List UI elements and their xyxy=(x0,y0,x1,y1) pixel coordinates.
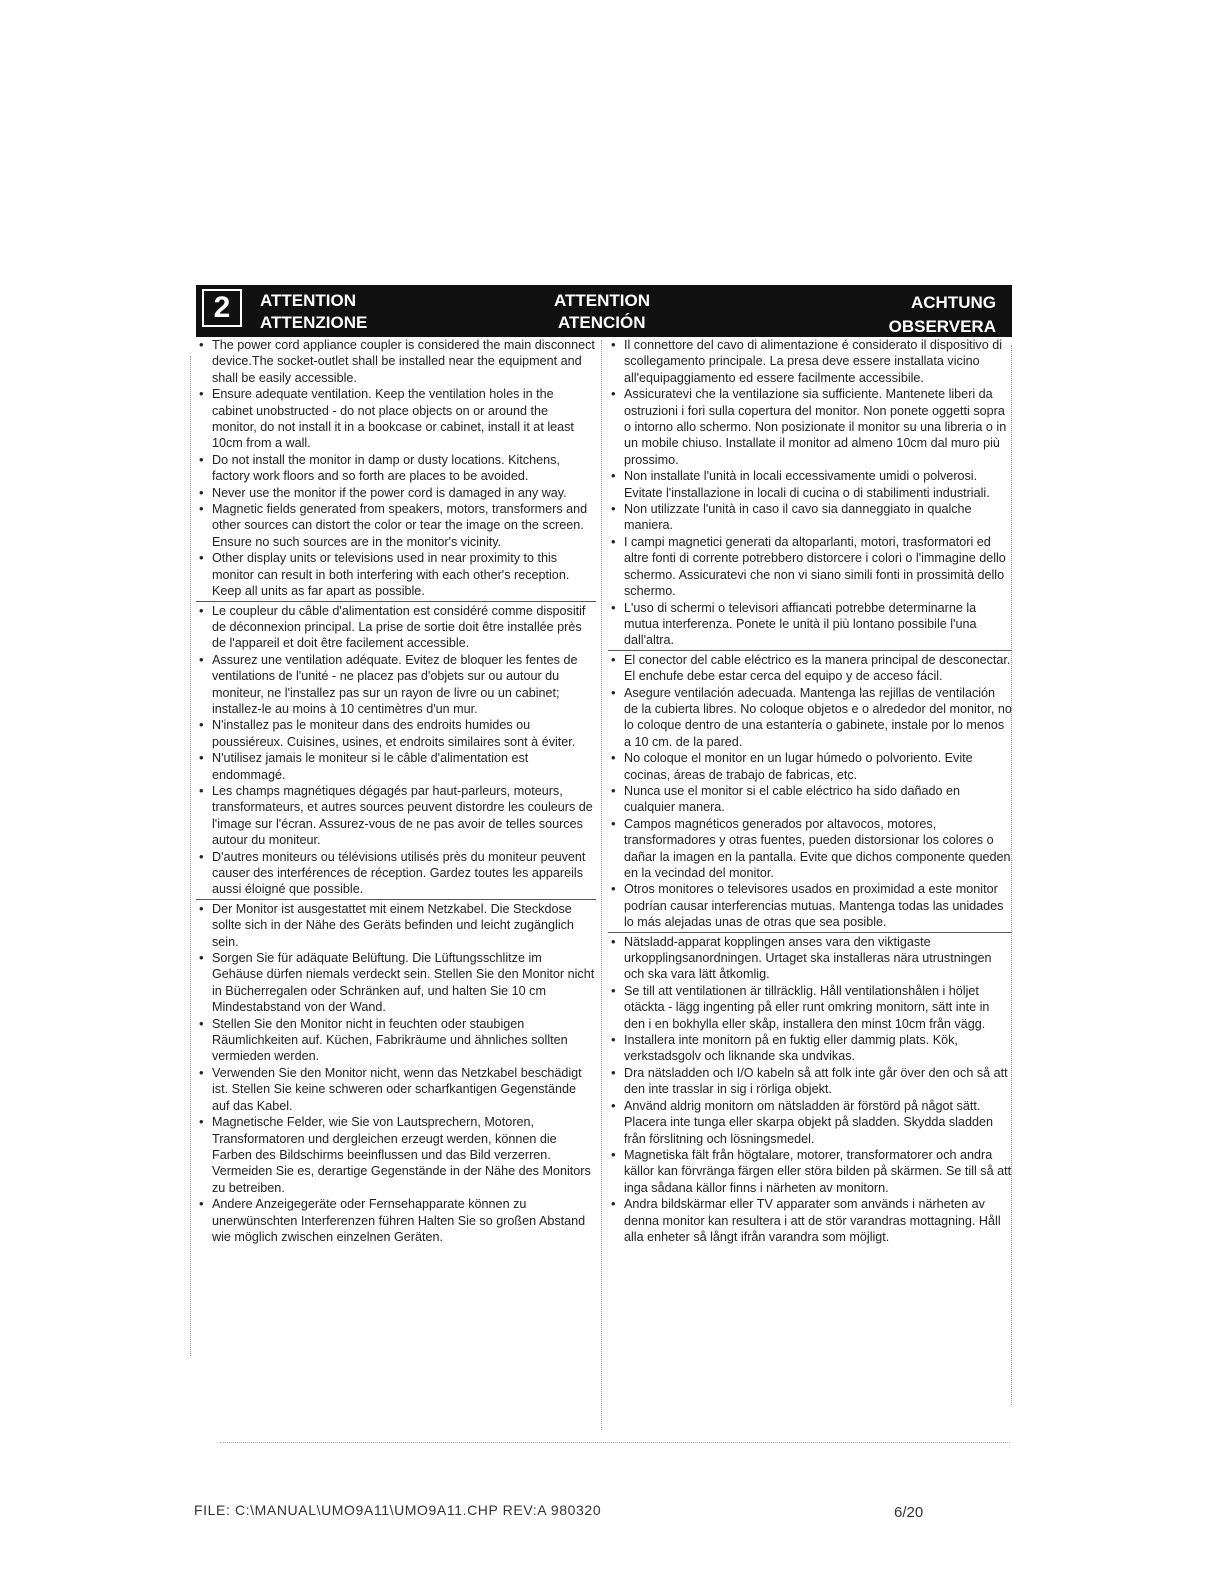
bottom-rule xyxy=(220,1442,1010,1443)
left-column-list xyxy=(196,337,596,1245)
list-item: • The power cord appliance coupler is considered the main disconnect device.The socket-outlet shall be installed near the equipment and shall be easily accessible. xyxy=(196,337,596,386)
list-item: • Never use the monitor if the power cord is damaged in any way. xyxy=(196,485,596,501)
column-divider xyxy=(601,340,603,1430)
list-item: • Installera inte monitorn på en fuktig eller dammig plats. Kök, verkstadsgolv och liknande ska undvikas. xyxy=(608,1032,1012,1065)
right-column xyxy=(608,337,1012,1245)
list-item: • Assicuratevi che la ventilazione sia sufficiente. Mantenete liberi da ostruzioni i fori sulla copertura del monitor. Non ponete oggetti sopra o intorno allo schermo. Non posizionate il monitor su una libreria o in un mobile chiuso. Installate il monitor ad almeno 10cm dal muro più prossimo. xyxy=(608,386,1012,468)
list-item: • Otros monitores o televisores usados en proximidad a este monitor podrían causar interferencias mutuas. Mantenga todas las unidades lo más alejadas unas de otras que sea posible. xyxy=(608,881,1012,932)
right-column-list xyxy=(608,337,1012,1245)
list-item: • N'utilisez jamais le moniteur si le câble d'alimentation est endommagé. xyxy=(196,750,596,783)
heading-german: ACHTUNG xyxy=(911,293,996,312)
section-number: 2 xyxy=(202,289,242,327)
list-item: • Do not install the monitor in damp or dusty locations. Kitchens, factory work floors and so forth are places to be avoided. xyxy=(196,452,596,485)
list-item: • Asegure ventilación adecuada. Mantenga las rejillas de ventilación de la cubierta libres. No coloque objetos e o alrededor del monitor, no lo coloque dentro de una estantería o gabinete, instale por lo menos a 10 cm. de la pared. xyxy=(608,685,1012,751)
list-item: • Magnetiska fält från högtalare, motorer, transformatorer och andra källor kan förvränga färgen eller störa bilden på skärmen. Se till så att inga sådana källor finns i närheten av monitorn. xyxy=(608,1147,1012,1196)
list-item: • Campos magnéticos generados por altavocos, motores, transformadores y otras fuentes, pueden distorsionar los colores o dañar la imagen en la pantalla. Evite que dichos componente queden en la vecindad del monitor. xyxy=(608,816,1012,882)
list-item: • Non utilizzate l'unità in caso il cavo sia danneggiato in qualche maniera. xyxy=(608,501,1012,534)
left-margin-rule xyxy=(190,356,192,1356)
list-item: • Se till att ventilationen är tillräcklig. Håll ventilationshålen i höljet otäckta - lägg ingenting på eller runt omkring monitorn, sätt inte in den i en bokhylla eller skåp, installera den minst 10cm från vägg. xyxy=(608,983,1012,1032)
list-item: • Andere Anzeigegeräte oder Fernsehapparate können zu unerwünschten Interferenzen führen Halten Sie so großen Abstand wie möglich zwischen einzelnen Geräten. xyxy=(196,1196,596,1245)
list-item: • Nätsladd-apparat kopplingen anses vara den viktigaste urkopplingsanordningen. Urtaget ska installeras nära utrustningen och ska vara lätt åtkomlig. xyxy=(608,934,1012,983)
heading-spanish: ATENCIÓN xyxy=(558,313,646,332)
list-item: • Assurez une ventilation adéquate. Evitez de bloquer les fentes de ventilations de l'unité - ne placez pas d'objets sur ou autour du moniteur, ne l'installez pas sur un rayon de livre ou un cabinet; installez-le au moins à 10 centimètres d'un mur. xyxy=(196,652,596,718)
list-item: • Stellen Sie den Monitor nicht in feuchten oder staubigen Räumlichkeiten auf. Küchen, Fabrikräume und ähnliches sollten vermieden werden. xyxy=(196,1016,596,1065)
list-item: • Använd aldrig monitorn om nätsladden är förstörd på något sätt. Placera inte tunga eller skarpa objekt på sladden. Skydda sladden från förslitning och lösningsmedel. xyxy=(608,1098,1012,1147)
list-item: • Magnetic fields generated from speakers, motors, transformers and other sources can distort the color or tear the image on the screen. Ensure no such sources are in the monitor's vicinity. xyxy=(196,501,596,550)
list-item: • Der Monitor ist ausgestattet mit einem Netzkabel. Die Steckdose sollte sich in der Nähe des Geräts befinden und leicht zugänglich sein. xyxy=(196,901,596,950)
list-item: • N'installez pas le moniteur dans des endroits humides ou poussiéreux. Cuisines, usines, et endroits similaires sont à éviter. xyxy=(196,717,596,750)
heading-french: ATTENTION xyxy=(554,291,651,310)
list-item: • Le coupleur du câble d'alimentation est considéré comme dispositif de déconnexion principal. La prise de sortie doit être installée près de l'appareil et doit être facilement accessible. xyxy=(196,603,596,652)
list-item: • Il connettore del cavo di alimentazione é considerato il dispositivo di scollegamento principale. La presa deve essere installata vicino all'equipaggiamento ed essere facilmente accessibile. xyxy=(608,337,1012,386)
section-header-bar xyxy=(196,285,1012,337)
list-item: • D'autres moniteurs ou télévisions utilisés près du moniteur peuvent causer des interférences de réception. Gardez toutes les appareils aussi éloigné que possible. xyxy=(196,849,596,900)
list-item: • El conector del cable eléctrico es la manera principal de desconectar. El enchufe debe estar cerca del equipo y de acceso fácil. xyxy=(608,652,1012,685)
list-item: • L'uso di schermi o televisori affiancati potrebbe determinarne la mutua interferenza. Ponete le unità il più lontano possibile l'una dall'altra. xyxy=(608,600,1012,651)
footer-file-path: FILE: C:\MANUAL\UMO9A11\UMO9A11.CHP REV:A 980320 xyxy=(194,1502,602,1518)
heading-english: ATTENTION xyxy=(260,291,357,310)
list-item: • Les champs magnétiques dégagés par haut-parleurs, moteurs, transformateurs, et autres sources peuvent distordre les couleurs de l'image sur l'écran. Assurez-vous de ne pas avoir de telles sources autour du moniteur. xyxy=(196,783,596,849)
list-item: • Magnetische Felder, wie Sie von Lautsprechern, Motoren, Transformatoren und dergleichen erzeugt werden, können die Farben des Bildschirms beeinflussen und das Bild verzerren. Vermeiden Sie es, derartige Gegenstände in der Nähe des Monitors zu betreiben. xyxy=(196,1114,596,1196)
list-item: • Verwenden Sie den Monitor nicht, wenn das Netzkabel beschädigt ist. Stellen Sie keine schweren oder scharfkantigen Gegenstände auf das Kabel. xyxy=(196,1065,596,1114)
list-item: • Dra nätsladden och I/O kabeln så att folk inte går över den och så att den inte trasslar in sig i rörliga objekt. xyxy=(608,1065,1012,1098)
list-item: • Andra bildskärmar eller TV apparater som används i närheten av denna monitor kan resultera i att de stör varandras mottagning. Håll alla enheter så långt ifrån varandra som möjligt. xyxy=(608,1196,1012,1245)
heading-italian: ATTENZIONE xyxy=(260,313,368,332)
list-item: • No coloque el monitor en un lugar húmedo o polvoriento. Evite cocinas, áreas de trabajo de fabricas, etc. xyxy=(608,750,1012,783)
heading-swedish: OBSERVERA xyxy=(888,317,996,336)
list-item: • Sorgen Sie für adäquate Belüftung. Die Lüftungsschlitze im Gehäuse dürfen niemals verdeckt sein. Stellen Sie den Monitor nicht in Bücherregalen oder Schränken auf, und halten Sie 10 cm Mindestabstand von der Wand. xyxy=(196,950,596,1016)
list-item: • Ensure adequate ventilation. Keep the ventilation holes in the cabinet unobstructed - do not place objects on or around the monitor, do not install it in a bookcase or cabinet, install it at least 10cm from a wall. xyxy=(196,386,596,452)
list-item: • Other display units or televisions used in near proximity to this monitor can result in both interfering with each other's reception. Keep all units as far apart as possible. xyxy=(196,550,596,601)
list-item: • I campi magnetici generati da altoparlanti, motori, trasformatori ed altre fonti di corrente potrebbero distorcere i colori o l'immagine dello schermo. Assicuratevi che non vi siano simili fonti in prossimità dello schermo. xyxy=(608,534,1012,600)
page-number: 6/20 xyxy=(894,1504,924,1521)
list-item: • Non installate l'unità in locali eccessivamente umidi o polverosi. Evitate l'installazione in locali di cucina o di stabilimenti industriali. xyxy=(608,468,1012,501)
left-column xyxy=(196,337,596,1245)
list-item: • Nunca use el monitor si el cable eléctrico ha sido dañado en cualquier manera. xyxy=(608,783,1012,816)
